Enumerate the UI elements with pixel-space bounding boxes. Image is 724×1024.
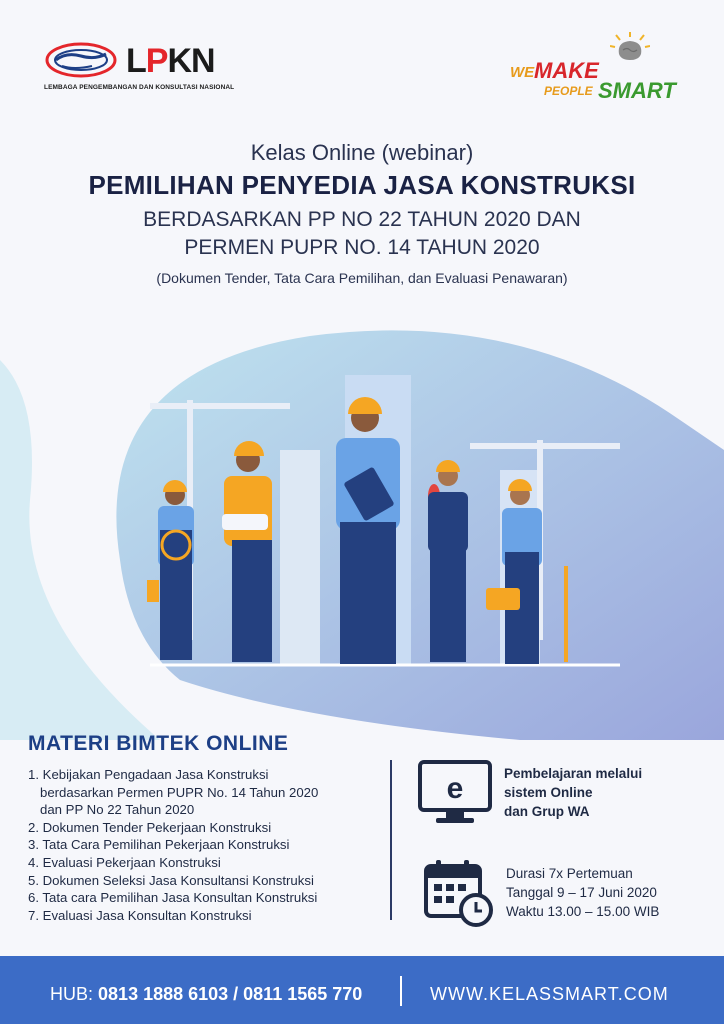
slogan-people: PEOPLE	[544, 84, 593, 98]
building	[280, 450, 320, 665]
materi-heading: MATERI BIMTEK ONLINE	[28, 732, 289, 755]
list-item: 1. Kebijakan Pengadaan Jasa Konstruksi	[28, 767, 269, 782]
globe-logo-icon	[44, 40, 118, 80]
backdrop-blob	[116, 330, 724, 740]
monitor-e-learning-icon	[418, 760, 492, 828]
list-item: 3. Tata Cara Pemilihan Pekerjaan Konstruksi	[28, 837, 290, 853]
online-line-1: Pembelajaran melalui	[504, 766, 643, 781]
vertical-divider	[390, 760, 392, 920]
list-item: 5. Dokumen Seleksi Jasa Konsultansi Konstruksi	[28, 872, 314, 888]
schedule-date: Tanggal 9 – 17 Juni 2020	[506, 885, 657, 900]
list-item: berdasarkan Permen PUPR No. 14 Tahun 2020	[40, 784, 319, 800]
website-link[interactable]: WWW.KELASSMART.COM	[430, 984, 669, 1004]
monitor-letter: e	[446, 772, 464, 805]
slogan-smart: SMART	[598, 78, 676, 103]
brain-icon	[610, 32, 650, 66]
calendar-clock-icon	[424, 858, 494, 928]
title-subtitle: (Dokumen Tender, Tata Cara Pemilihan, dan Evaluasi Penawaran)	[156, 270, 568, 286]
logo-wordmark: LPKN	[126, 42, 215, 80]
hub-phone-numbers[interactable]: 0813 1888 6103 / 0811 1565 770	[98, 984, 363, 1004]
schedule-info	[506, 864, 659, 921]
list-item: 2. Dokumen Tender Pekerjaan Konstruksi	[28, 819, 272, 835]
title-line-4: PERMEN PUPR NO. 14 TAHUN 2020	[184, 236, 540, 259]
logo-subtitle: LEMBAGA PENGEMBANGAN DAN KONSULTASI NASIONAL	[44, 84, 235, 91]
list-item: 7. Evaluasi Jasa Konsultan Konstruksi	[28, 907, 252, 923]
slogan-make: MAKE	[534, 58, 599, 83]
list-item: 4. Evaluasi Pekerjaan Konstruksi	[28, 854, 221, 870]
schedule-duration: Durasi 7x Pertemuan	[506, 866, 633, 881]
lpkn-logo	[44, 40, 244, 100]
list-item: 6. Tata cara Pemilihan Jasa Konsultan Konstruksi	[28, 890, 318, 906]
slogan-we: WE	[510, 64, 535, 81]
online-info	[504, 764, 642, 821]
list-item: dan PP No 22 Tahun 2020	[40, 802, 195, 818]
schedule-time: Waktu 13.00 – 15.00 WIB	[506, 904, 660, 919]
construction-workers-illustration	[0, 300, 724, 740]
main-title: PEMILIHAN PENYEDIA JASA KONSTRUKSI	[88, 170, 636, 200]
we-make-people-smart-logo	[510, 26, 690, 106]
contact-numbers	[50, 984, 362, 1005]
online-line-3: dan Grup WA	[504, 804, 590, 819]
title-line-3: BERDASARKAN PP NO 22 TAHUN 2020 DAN	[143, 208, 581, 231]
online-line-2: sistem Online	[504, 785, 593, 800]
title-line-1: Kelas Online (webinar)	[250, 140, 474, 165]
footer-divider	[400, 976, 402, 1006]
hub-label: HUB:	[50, 984, 94, 1004]
materi-list	[28, 766, 378, 924]
